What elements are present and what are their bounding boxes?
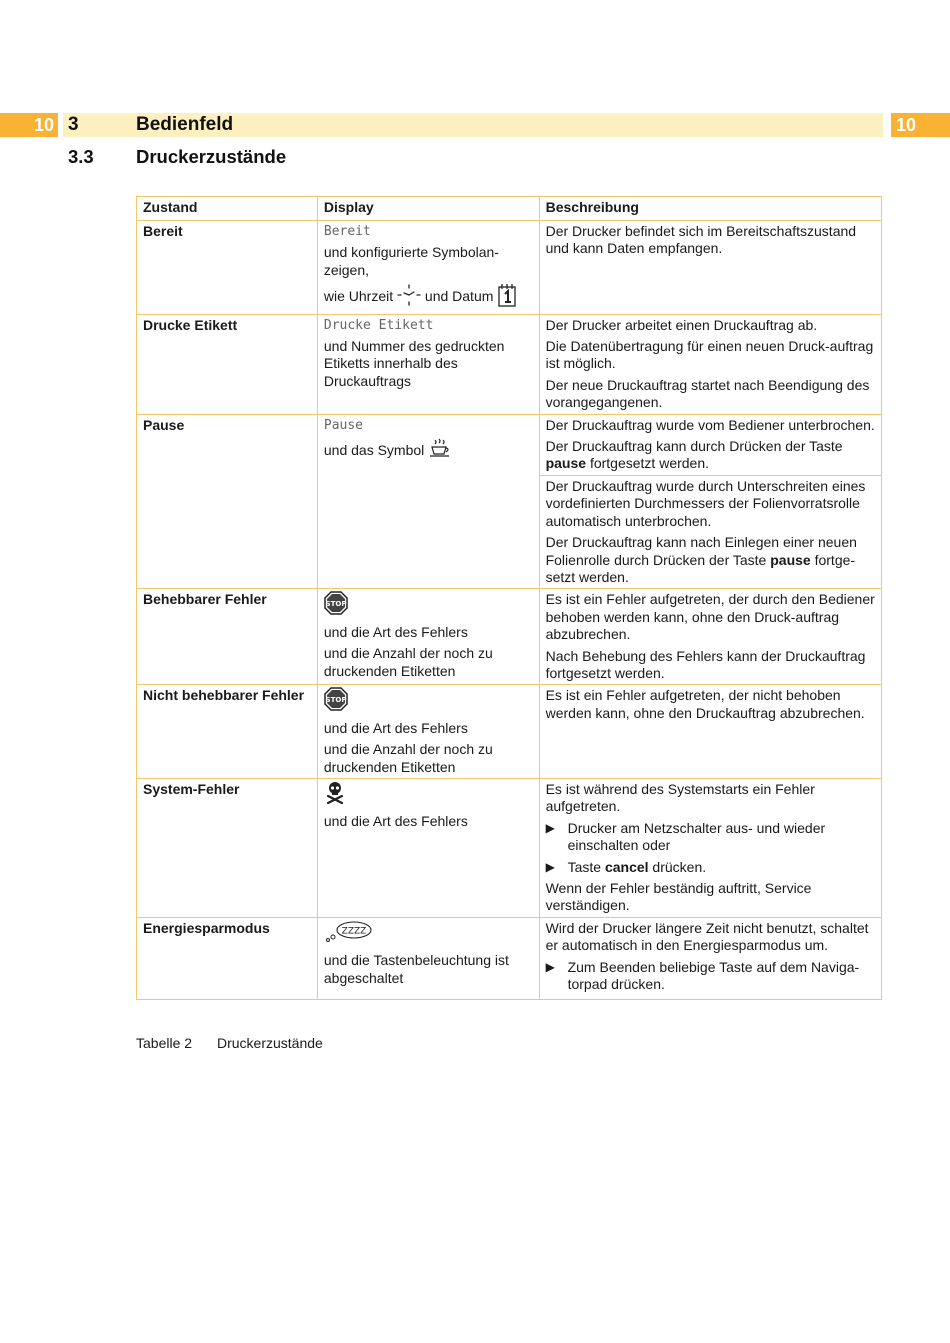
display-text xyxy=(324,438,533,464)
table-caption xyxy=(136,1035,323,1052)
display-text: und die Tastenbeleuchtung ist abgeschaltet xyxy=(323,952,509,986)
state-cell: Nicht behebbarer Fehler xyxy=(137,685,318,779)
state-cell: Energiesparmodus xyxy=(137,917,318,1000)
text-run: Taste xyxy=(567,858,605,875)
stop-sign-icon xyxy=(324,687,348,715)
skull-crossbones-icon xyxy=(324,781,346,809)
table-row xyxy=(137,589,882,685)
display-code: Bereit xyxy=(323,224,371,239)
display-cell xyxy=(317,414,539,589)
coffee-cup-icon xyxy=(428,438,452,464)
triangle-bullet-icon: ▶ xyxy=(545,959,555,974)
bullet-item xyxy=(546,859,875,876)
description-cell xyxy=(539,917,881,1000)
description-cell xyxy=(539,314,881,414)
display-cell xyxy=(317,778,539,917)
description-text: Der Druckauftrag wurde durch Unterschreiten eines vordefinierten Durchmessers der Folienvorratsrolle automatisch unterbrochen. xyxy=(545,477,866,529)
display-cell xyxy=(317,685,539,779)
key-name: pause xyxy=(770,551,811,568)
description-text: Nach Behebung des Fehlers kann der Druckauftrag fortgesetzt werden. xyxy=(545,647,866,681)
table-row xyxy=(137,314,882,414)
description-text: Es ist ein Fehler aufgetreten, der nicht behoben werden kann, ohne den Druckauftrag abzubrechen. xyxy=(545,687,865,721)
table-row xyxy=(137,414,882,589)
display-text: und die Anzahl der noch zu druckenden Etiketten xyxy=(323,741,493,775)
description-text: Der Drucker befindet sich im Bereitschaftszustand und kann Daten empfangen. xyxy=(545,223,857,257)
state-cell: Behebbarer Fehler xyxy=(137,589,318,685)
state-cell: Pause xyxy=(137,414,318,589)
description-text: Es ist ein Fehler aufgetreten, der durch den Bediener behoben werden kann, ohne den Druck-auftrag abzubrechen. xyxy=(545,591,875,643)
display-icon-line xyxy=(324,591,533,619)
text-run: drücken. xyxy=(648,858,707,875)
display-text: und konfigurierte Symbolan-zeigen, xyxy=(323,244,499,278)
printer-states-table xyxy=(136,196,882,1000)
display-icon-line xyxy=(324,687,533,715)
page-number-right: 10 xyxy=(891,113,950,137)
bullet-text: Drucker am Netzschalter aus- und wieder einschalten oder xyxy=(567,819,826,854)
display-time-label: wie Uhrzeit xyxy=(323,288,394,305)
display-cell xyxy=(317,589,539,685)
bullet-text xyxy=(568,859,875,876)
text-run: Der Druckauftrag kann durch Drücken der Taste xyxy=(545,438,843,455)
display-text: und die Art des Fehlers xyxy=(323,623,468,640)
text-run: Der Druckauftrag kann nach Einlegen einer neuen Folienrolle durch Drücken der Taste xyxy=(545,534,857,568)
description-text: Wird der Drucker längere Zeit nicht benutzt, schaltet er automatisch in den Energiesparmodus um. xyxy=(545,919,869,954)
description-cell xyxy=(539,414,881,589)
table-row xyxy=(137,685,882,779)
display-icon-line xyxy=(324,920,533,948)
triangle-bullet-icon: ▶ xyxy=(545,820,555,835)
page-number-left: 10 xyxy=(0,113,58,137)
description-block xyxy=(540,415,881,475)
table-row xyxy=(137,917,882,1000)
description-text: Es ist während des Systemstarts ein Fehler aufgetreten. xyxy=(545,780,815,815)
display-text: und Nummer des gedruckten Etiketts innerhalb des Druckauftrags xyxy=(323,338,505,389)
stop-sign-icon xyxy=(324,591,348,619)
description-cell xyxy=(539,221,881,315)
description-cell xyxy=(539,589,881,685)
stop-sign-label: STOP xyxy=(325,600,347,609)
display-cell xyxy=(317,917,539,1000)
description-text: Der Drucker arbeitet einen Druckauftrag ab. xyxy=(545,316,818,333)
key-name: pause xyxy=(545,455,587,472)
display-cell xyxy=(317,314,539,414)
state-cell: Drucke Etikett xyxy=(137,314,318,414)
sleep-bubble-label: ZZZZ xyxy=(341,926,367,937)
section-title: Druckerzustände xyxy=(136,146,287,167)
table-row xyxy=(137,778,882,917)
description-text: Der neue Druckauftrag startet nach Beendigung des vorangegangenen. xyxy=(545,376,870,411)
triangle-bullet-icon: ▶ xyxy=(545,859,555,874)
clock-icon xyxy=(397,284,421,310)
display-text: und die Art des Fehlers xyxy=(323,719,468,736)
stop-sign-label: STOP xyxy=(325,696,347,705)
display-text: und die Art des Fehlers xyxy=(323,813,468,830)
description-text: Der Druckauftrag wurde vom Bediener unterbrochen. xyxy=(545,416,875,433)
display-icon-line xyxy=(324,781,533,809)
text-run: fortgesetzt werden. xyxy=(586,455,710,472)
display-code: Drucke Etikett xyxy=(323,317,434,333)
description-cell xyxy=(539,685,881,779)
bullet-item xyxy=(546,959,875,994)
description-cell xyxy=(539,778,881,917)
state-cell: Bereit xyxy=(137,221,318,315)
text-run: fortge-setzt werden. xyxy=(545,551,856,585)
section-number: 3.3 xyxy=(68,146,94,167)
column-header-description: Beschreibung xyxy=(539,197,881,221)
calendar-icon xyxy=(497,283,517,311)
description-text xyxy=(546,438,875,473)
column-header-display: Display xyxy=(317,197,539,221)
description-text xyxy=(546,534,875,586)
description-block xyxy=(540,475,881,588)
display-date-label: und Datum xyxy=(424,288,494,305)
table-header-row xyxy=(137,197,882,221)
sleep-bubble-icon xyxy=(324,920,374,948)
caption-text: Druckerzustände xyxy=(217,1035,323,1051)
state-cell: System-Fehler xyxy=(137,778,318,917)
description-text: Wenn der Fehler beständig auftritt, Service verständigen. xyxy=(545,880,812,914)
display-cell xyxy=(317,221,539,315)
display-text: und die Anzahl der noch zu druckenden Etiketten xyxy=(323,645,493,679)
key-name: cancel xyxy=(604,858,649,875)
display-symbol-label: und das Symbol xyxy=(323,441,425,458)
bullet-item xyxy=(546,820,875,855)
description-text: Die Datenübertragung für einen neuen Druck-auftrag ist möglich. xyxy=(545,338,874,372)
display-text xyxy=(324,283,533,311)
bullet-text: Zum Beenden beliebige Taste auf dem Naviga-torpad drücken. xyxy=(567,958,860,993)
chapter-title: Bedienfeld xyxy=(136,114,234,135)
column-header-state: Zustand xyxy=(137,197,318,221)
chapter-number: 3 xyxy=(68,114,79,135)
table-row xyxy=(137,221,882,315)
caption-label: Tabelle 2 xyxy=(136,1035,193,1051)
display-code: Pause xyxy=(323,417,364,433)
